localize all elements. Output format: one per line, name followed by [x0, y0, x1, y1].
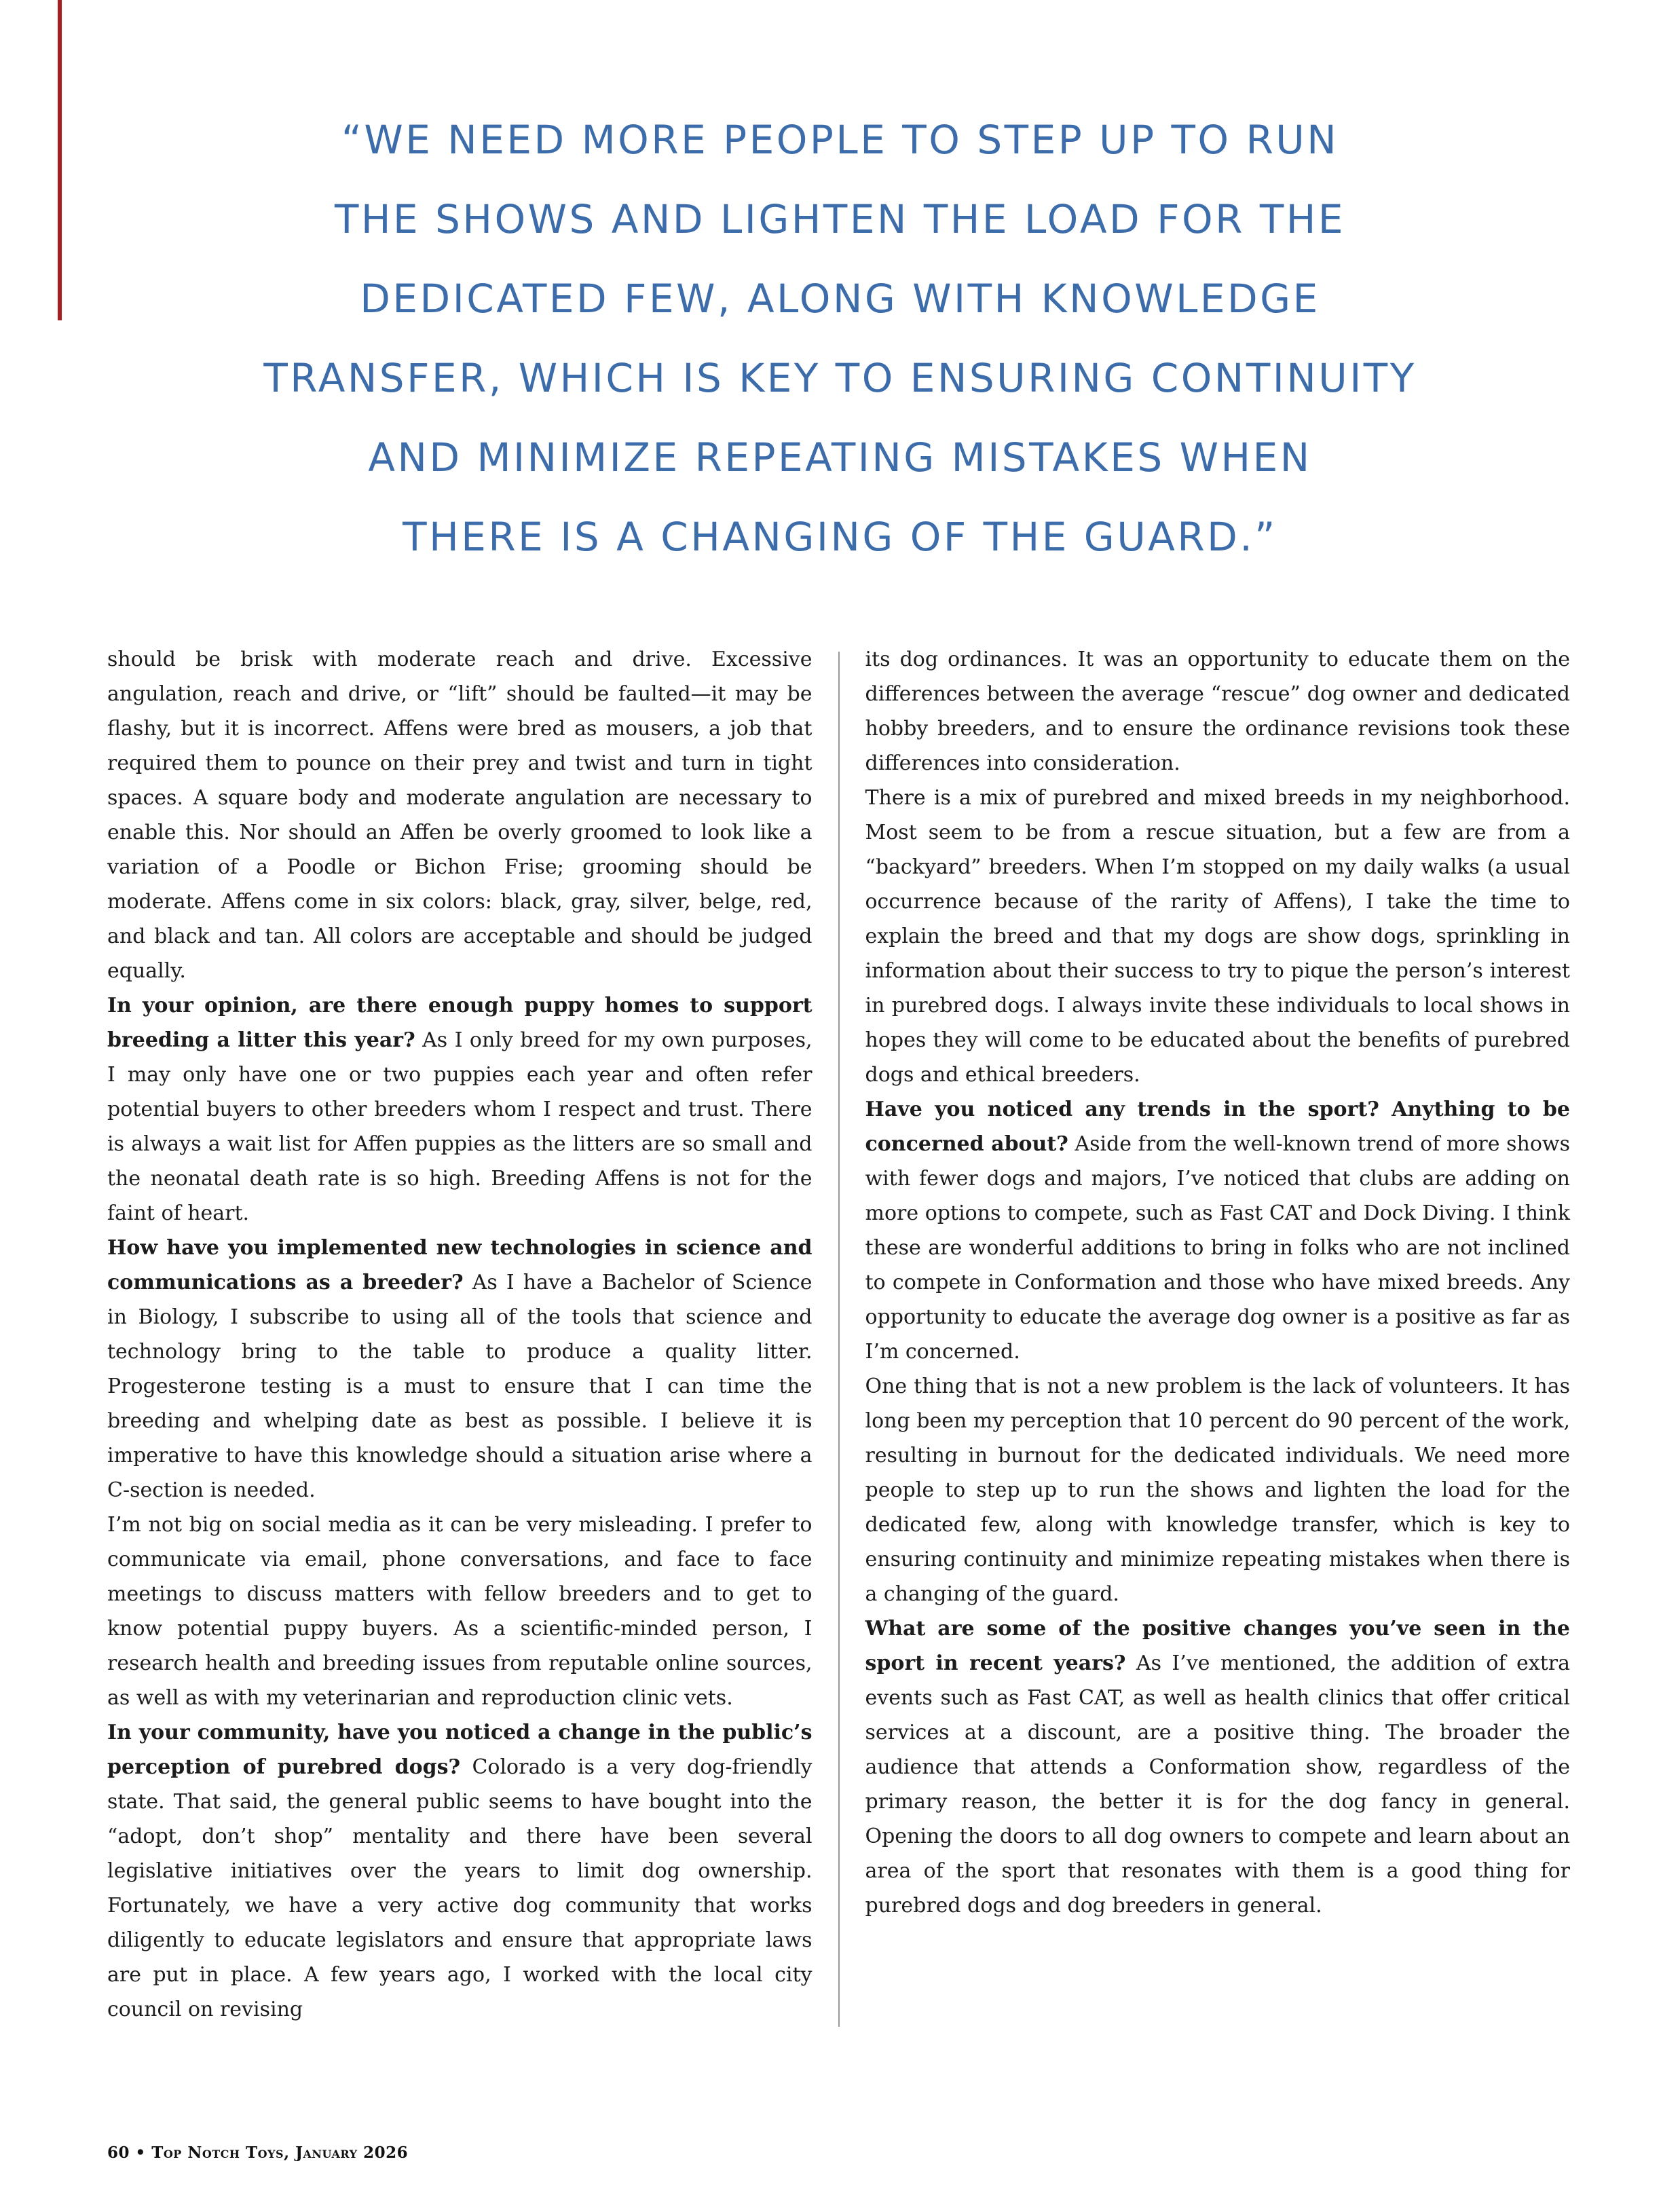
paragraph-text: As I only breed for my own purposes, I may only have one or two puppies each year and often refer potential buyers to other breeders whom I respect and trust. There is always a wait list for Affen puppies as the litters are so small and the neonatal death rate is so high. Breeding Affens is not for the faint of heart.	[107, 1028, 813, 1225]
article-paragraph	[865, 1092, 1571, 1369]
question-lead: In your community, have you noticed a change in the public’s perception of purebred dogs?	[107, 1721, 813, 1779]
page-footer	[107, 2144, 408, 2162]
paragraph-text: I’m not big on social media as it can be very misleading. I prefer to communicate via email, phone conversations, and face to face meetings to discuss matters with fellow breeders and to get to know potential puppy buyers. As a scientific-minded person, I research health and breeding issues from reputable online sources, as well as with my veterinarian and reproduction clinic vets.	[107, 1513, 813, 1710]
pull-quote-line: AND MINIMIZE REPEATING MISTAKES WHEN	[368, 434, 1312, 481]
paragraph-text: Colorado is a very dog-friendly state. That said, the general public seems to have bought into the “adopt, don’t shop” mentality and there have been several legislative initiatives over the years to limit dog ownership. Fortunately, we have a very active dog community that works diligently to educate legislators and ensure that appropriate laws are put in place. A few years ago, I worked with the local city council on revising	[107, 1755, 813, 2021]
question-lead: Have you noticed any trends in the sport? Anything to be concerned about?	[865, 1098, 1570, 1156]
footer-text: 60 • Top Notch Toys, January 2026	[107, 2144, 409, 2162]
paragraph-text: One thing that is not a new problem is the lack of volunteers. It has long been my perception that 10 percent do 90 percent of the work, resulting in burnout for the dedicated individuals. We need more people to step up to run the shows and lighten the load for the dedicated few, along with knowledge transfer, which is key to ensuring continuity and minimize repeating mistakes when there is a changing of the guard.	[865, 1374, 1570, 1606]
pull-quote	[87, 0, 1594, 577]
pull-quote-line: “WE NEED MORE PEOPLE TO STEP UP TO RUN	[341, 117, 1339, 163]
question-lead: In your opinion, are there enough puppy homes to support breeding a litter this year?	[107, 994, 813, 1052]
paragraph-text: As I have a Bachelor of Science in Biology, I subscribe to using all of the tools that science and technology bring to the table to produce a quality litter. Progesterone testing is a must to ensure that I can time the breeding and whelping date as best as possible. I believe it is imperative to have this knowledge should a situation arise where a C-section is needed.	[107, 1271, 813, 1502]
question-lead: How have you implemented new technologies in science and communications as a breeder?	[107, 1236, 813, 1294]
pull-quote-line: THERE IS A CHANGING OF THE GUARD.”	[403, 514, 1277, 560]
article-paragraph	[865, 642, 1571, 781]
article-paragraph	[107, 1715, 813, 2027]
paragraph-text: Aside from the well-known trend of more shows with fewer dogs and majors, I’ve noticed that clubs are adding on more options to compete, such as Fast CAT and Dock Diving. I think these are wonderful additions to bring in folks who are not inclined to compete in Conformation and those who have mixed breeds. Any opportunity to educate the average dog owner is a positive as far as I’m concerned.	[865, 1132, 1570, 1364]
article-paragraph	[107, 988, 813, 1231]
article-paragraph	[865, 781, 1571, 1092]
article-paragraph	[865, 1611, 1571, 1923]
pull-quote-line: TRANSFER, WHICH IS KEY TO ENSURING CONTINUITY	[263, 355, 1417, 401]
article-paragraph	[107, 1508, 813, 1715]
right-column	[865, 642, 1571, 2027]
paragraph-text: There is a mix of purebred and mixed breeds in my neighborhood. Most seem to be from a rescue situation, but a few are from a “backyard” breeders. When I’m stopped on my daily walks (a usual occurrence because of the rarity of Affens), I take the time to explain the breed and that my dogs are show dogs, sprinkling in information about their success to try to pique the person’s interest in purebred dogs. I always invite these individuals to local shows in hopes they will come to be educated about the benefits of purebred dogs and ethical breeders.	[865, 786, 1570, 1087]
pull-quote-line: THE SHOWS AND LIGHTEN THE LOAD FOR THE	[334, 196, 1346, 242]
article-paragraph	[107, 1231, 813, 1508]
paragraph-text: should be brisk with moderate reach and drive. Excessive angulation, reach and drive, or “lift” should be faulted—it may be flashy, but it is incorrect. Affens were bred as mousers, a job that required them to pounce on their prey and twist and turn in tight spaces. A square body and moderate angulation are necessary to enable this. Nor should an Affen be overly groomed to look like a variation of a Poodle or Bichon Frise; grooming should be moderate. Affens come in six colors: black, gray, silver, belge, red, and black and tan. All colors are acceptable and should be judged equally.	[107, 648, 813, 983]
article-paragraph	[865, 1369, 1571, 1611]
question-lead: What are some of the positive changes you’ve seen in the sport in recent years?	[865, 1617, 1570, 1675]
article-columns	[107, 642, 1570, 2027]
paragraph-text: its dog ordinances. It was an opportunity to educate them on the differences between the average “rescue” dog owner and dedicated hobby breeders, and to ensure the ordinance revisions took these differences into consideration.	[865, 648, 1570, 775]
left-accent-rule	[58, 0, 62, 320]
article-paragraph	[107, 642, 813, 988]
column-divider	[838, 652, 840, 2027]
left-column	[107, 642, 813, 2027]
paragraph-text: As I’ve mentioned, the addition of extra events such as Fast CAT, as well as health clinics that offer critical services at a discount, are a positive thing. The broader the audience that attends a Conformation show, regardless of the primary reason, the better it is for the dog fancy in general. Opening the doors to all dog owners to compete and learn about an area of the sport that resonates with them is a good thing for purebred dogs and dog breeders in general.	[865, 1651, 1570, 1917]
pull-quote-line: DEDICATED FEW, ALONG WITH KNOWLEDGE	[360, 276, 1320, 322]
